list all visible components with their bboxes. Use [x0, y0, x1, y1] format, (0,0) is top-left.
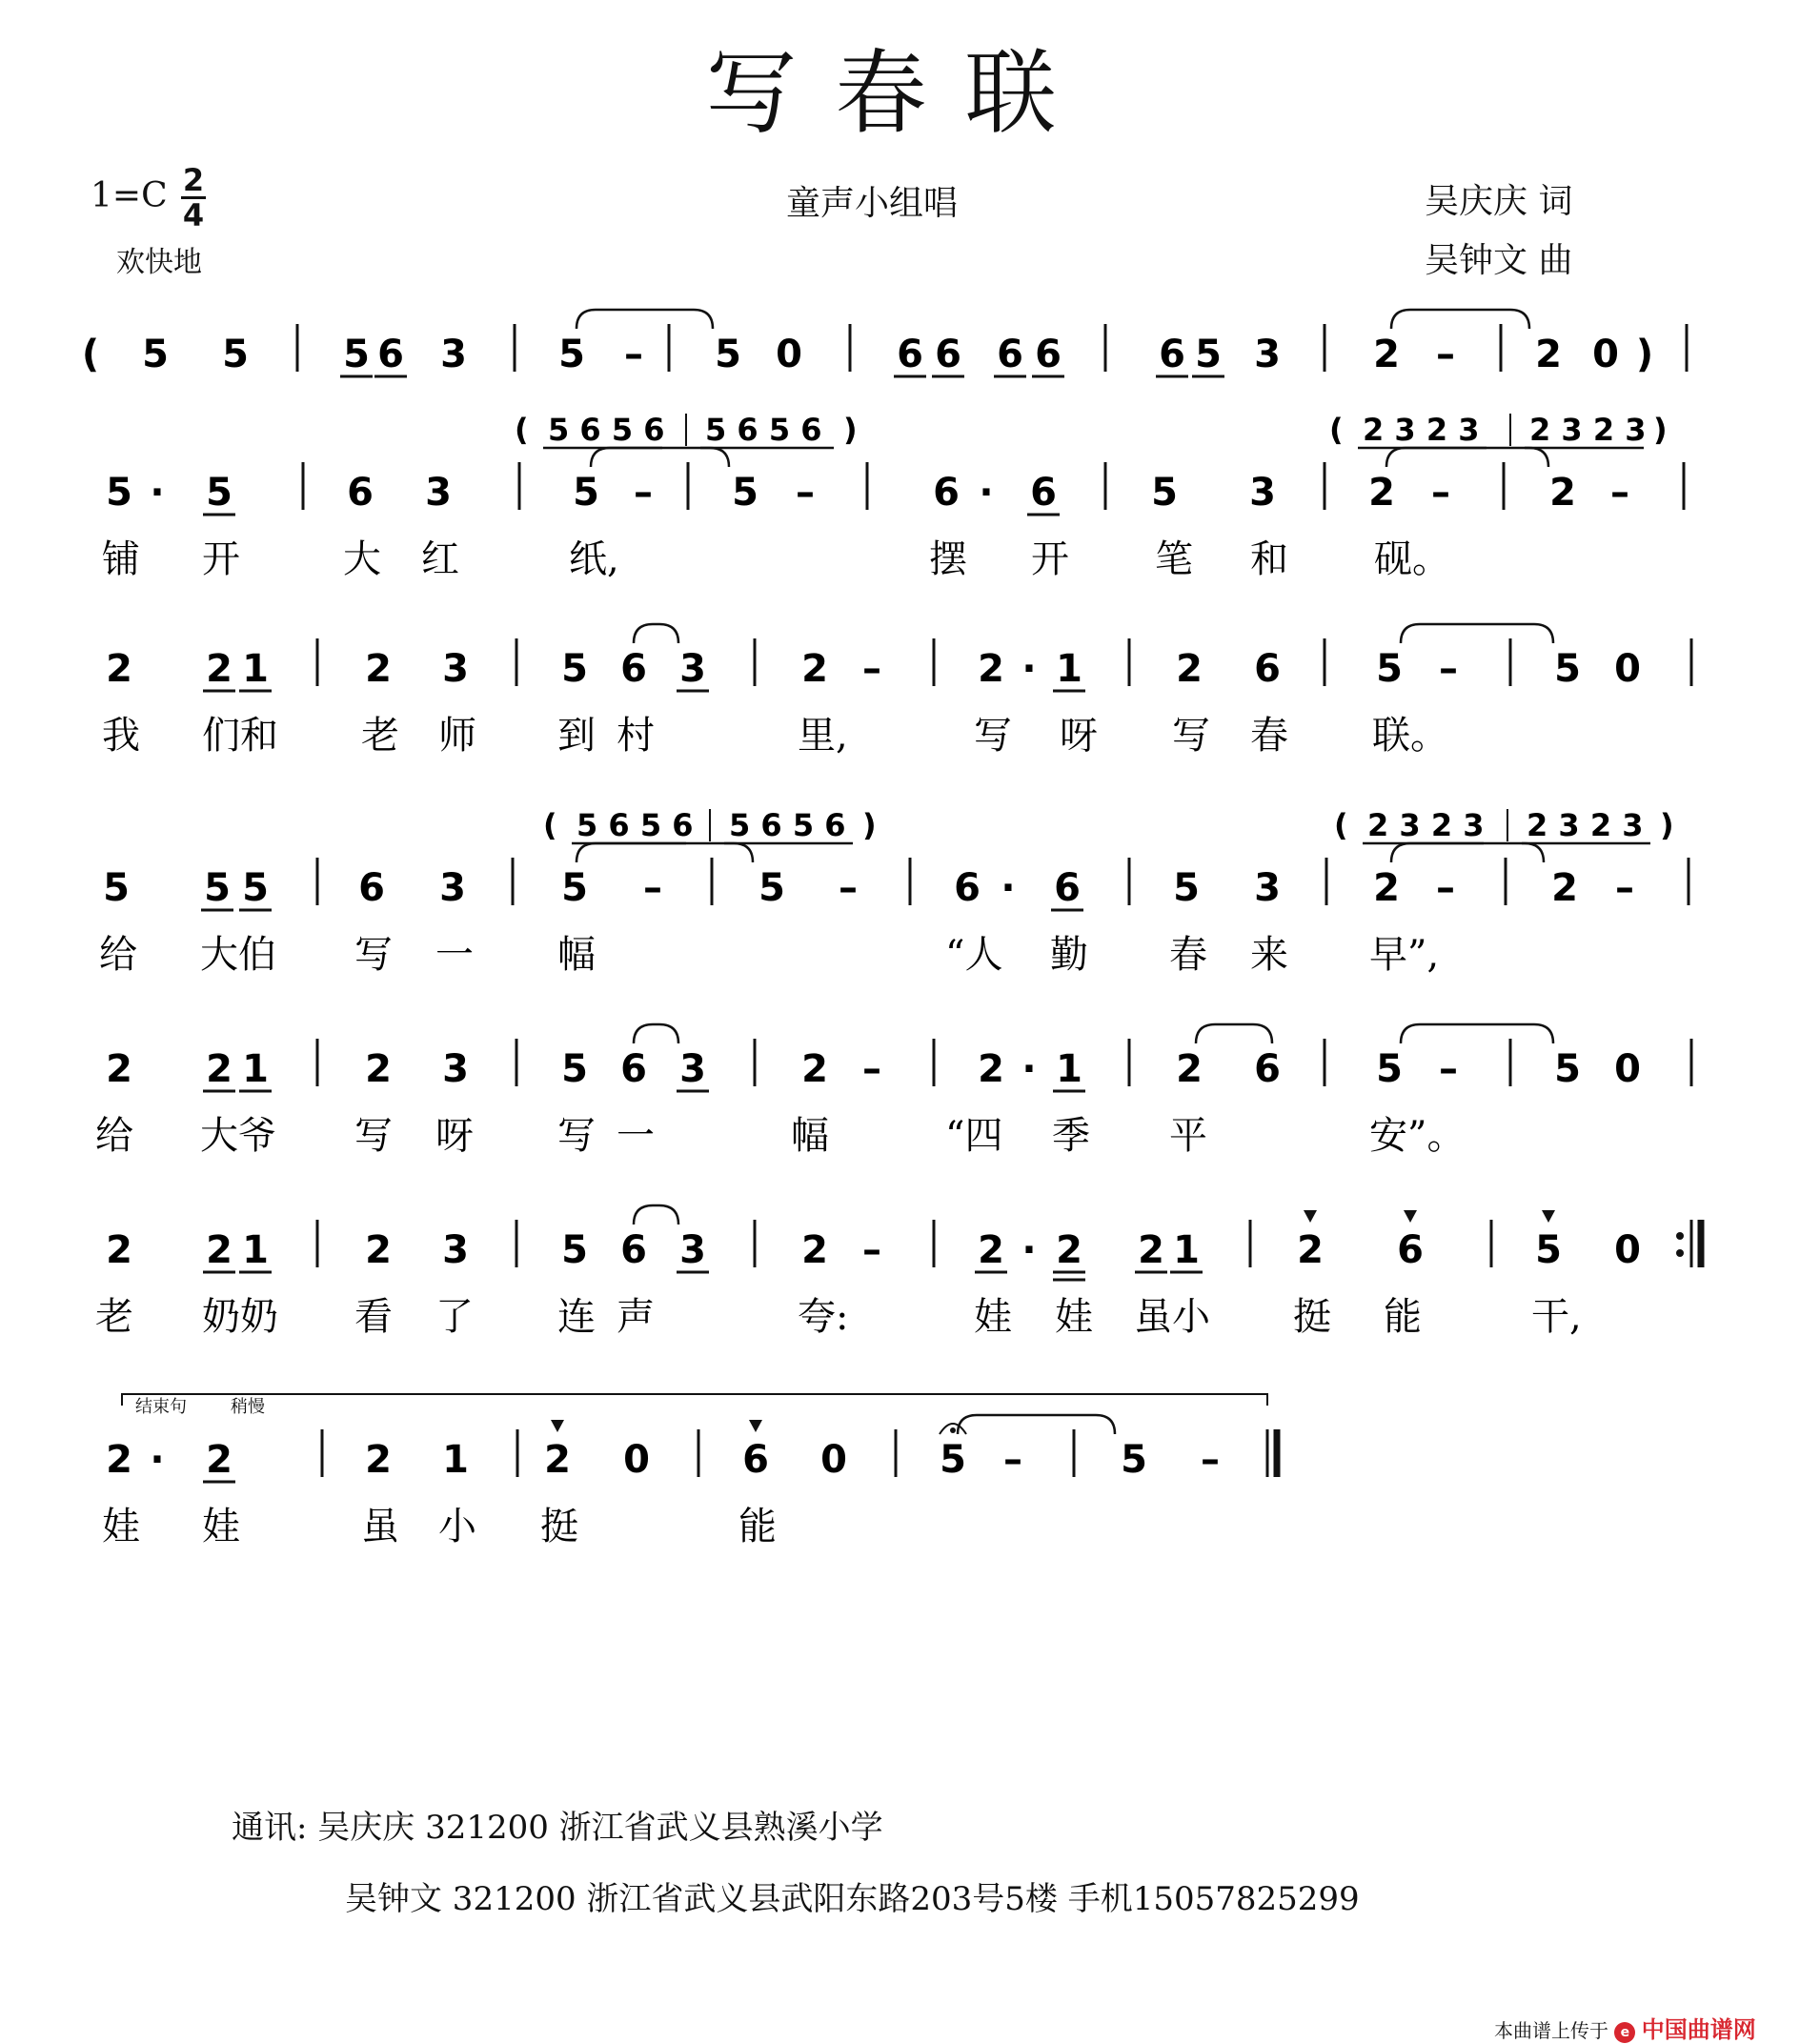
note: 2 — [1138, 1228, 1164, 1272]
accent-mark — [1304, 1210, 1317, 1223]
note: 1 — [1173, 1228, 1200, 1272]
accomp-open-paren: ( — [1329, 412, 1344, 448]
note: 6 — [620, 1228, 647, 1272]
lyric: 娃 — [102, 1505, 140, 1548]
footer-contact-2: 吴钟文 321200 浙江省武义县武阳东路203号5楼 手机15057825299 — [345, 1880, 1360, 1918]
note: 5 — [343, 333, 370, 376]
lyric: 一 — [617, 1114, 655, 1158]
lyric: 写 — [354, 933, 393, 977]
note: 2 — [1368, 471, 1395, 515]
note: · — [979, 471, 994, 515]
lyric: 奶奶 — [202, 1295, 278, 1339]
lyric: 们和 — [202, 714, 278, 758]
note: 2 — [1535, 333, 1562, 376]
lyric: 娃 — [202, 1505, 240, 1548]
ending-label: 结束句 — [135, 1397, 187, 1417]
tie-slur — [1196, 1024, 1272, 1043]
tie-slur — [1401, 624, 1553, 643]
accent-mark — [1404, 1210, 1417, 1223]
lyric: 挺 — [540, 1505, 578, 1548]
lyric: 铺 — [102, 537, 140, 581]
footer-contact-1: 通讯: 吴庆庆 321200 浙江省武义县熟溪小学 — [232, 1809, 883, 1847]
performance-type: 童声小组唱 — [786, 184, 959, 223]
note: 2 — [106, 647, 132, 691]
note: · — [1021, 1228, 1037, 1272]
accomp-close-paren: ) — [1653, 412, 1668, 448]
lyric: 大 — [343, 537, 381, 581]
note: 5 — [1554, 647, 1581, 691]
note: – — [862, 1228, 881, 1272]
lyric: 春 — [1169, 933, 1207, 977]
note: 1 — [442, 1438, 469, 1482]
lyric: 娃 — [974, 1295, 1012, 1339]
note: 5 — [561, 866, 588, 910]
lyric: 给 — [99, 933, 137, 977]
note: 6 — [897, 333, 923, 376]
note: – — [643, 866, 662, 910]
lyric: 连 — [557, 1295, 596, 1339]
lyric: 大爷 — [200, 1114, 276, 1158]
lyric: 了 — [435, 1295, 474, 1339]
lyric: 砚。 — [1374, 537, 1450, 581]
tie-slur — [634, 1205, 678, 1224]
note: 5 — [222, 333, 249, 376]
note: 2 — [365, 647, 392, 691]
lyric: 开 — [1031, 537, 1069, 581]
note: · — [1021, 647, 1037, 691]
repeat-dot — [1676, 1249, 1684, 1257]
lyric: 写 — [974, 714, 1012, 758]
song-title: 写春联 — [705, 40, 1095, 147]
note: 2 — [801, 647, 828, 691]
note: – — [1439, 647, 1458, 691]
note: 2 — [1297, 1228, 1324, 1272]
note: 5 — [1173, 866, 1200, 910]
accomp-open-paren: ( — [515, 412, 529, 448]
note: – — [1436, 333, 1455, 376]
watermark-prefix: 本曲谱上传于 — [1494, 2019, 1608, 2042]
time-denominator: 4 — [182, 197, 205, 233]
note: 3 — [439, 866, 466, 910]
tempo-marking: 欢快地 — [116, 246, 202, 279]
accomp-close-paren: ) — [862, 807, 877, 843]
note: 5 — [1376, 1047, 1403, 1091]
note: 5 — [1121, 1438, 1147, 1482]
lyric: 师 — [438, 714, 476, 758]
tie-slur — [1386, 448, 1548, 467]
note: 5 — [1554, 1047, 1581, 1091]
note: – — [624, 333, 643, 376]
accomp-figure: 2 3 2 3 — [1529, 412, 1647, 448]
note: 6 — [1159, 333, 1185, 376]
accent-mark — [749, 1420, 762, 1432]
lyric: “人 — [945, 933, 1003, 977]
lyric: 到 — [557, 714, 596, 758]
lyric: 里, — [798, 714, 848, 758]
lyric: 开 — [202, 537, 240, 581]
lyric: 早”, — [1369, 933, 1440, 977]
lyric: 写 — [354, 1114, 393, 1158]
note: 0 — [820, 1438, 847, 1482]
note: 3 — [679, 647, 706, 691]
note: · — [1001, 866, 1016, 910]
note: 5 — [732, 471, 758, 515]
lyric: 来 — [1250, 933, 1288, 977]
note: 6 — [742, 1438, 769, 1482]
note: 5 — [1535, 1228, 1562, 1272]
lyric: 大伯 — [200, 933, 276, 977]
note: 2 — [106, 1047, 132, 1091]
watermark-site: 中国曲谱网 — [1641, 2016, 1756, 2043]
lyric: 联。 — [1372, 714, 1448, 758]
accomp-figure: 2 3 2 3 — [1527, 807, 1644, 843]
note: 5 — [573, 471, 599, 515]
note: 2 — [206, 1438, 233, 1482]
note: 2 — [1373, 333, 1400, 376]
lyric: 呀 — [435, 1114, 474, 1158]
lyric: 给 — [95, 1114, 133, 1158]
fermata-dot — [950, 1427, 956, 1433]
accomp-open-paren: ( — [543, 807, 557, 843]
note: 5 — [558, 333, 585, 376]
accent-mark — [1542, 1210, 1555, 1223]
note: 2 — [206, 1047, 233, 1091]
note: – — [1003, 1438, 1022, 1482]
lyric: 虽小 — [1134, 1295, 1210, 1339]
lyric: 老 — [361, 714, 399, 758]
note: 2 — [365, 1228, 392, 1272]
watermark-logo-icon: e — [1614, 2022, 1635, 2043]
note: 5 — [940, 1438, 966, 1482]
key-signature: 1=C — [91, 176, 168, 215]
note: ( — [81, 333, 100, 376]
note: 6 — [620, 647, 647, 691]
accomp-figure: 5 6 5 6 — [729, 807, 846, 843]
note: – — [634, 471, 653, 515]
note: 3 — [679, 1047, 706, 1091]
note: 5 — [561, 1228, 588, 1272]
note: 2 — [1056, 1228, 1082, 1272]
note: · — [150, 471, 165, 515]
note: 6 — [1035, 333, 1062, 376]
lyric: 平 — [1169, 1114, 1207, 1158]
accomp-figure: 2 3 2 3 — [1363, 412, 1480, 448]
note: 5 — [242, 866, 269, 910]
watermark — [1494, 2011, 1756, 2044]
time-numerator: 2 — [182, 162, 205, 198]
lyric: 呀 — [1060, 714, 1098, 758]
note: – — [1436, 866, 1455, 910]
repeat-dot — [1676, 1232, 1684, 1240]
note: 6 — [933, 471, 960, 515]
tie-slur — [634, 624, 678, 643]
accomp-open-paren: ( — [1334, 807, 1348, 843]
note: 6 — [620, 1047, 647, 1091]
note: 6 — [1054, 866, 1081, 910]
note: 5 — [1151, 471, 1178, 515]
tie-slur — [576, 310, 713, 329]
note: 5 — [206, 471, 233, 515]
accomp-figure: 5 6 5 6 — [576, 807, 694, 843]
lyric: 和 — [1250, 537, 1288, 581]
note: 2 — [1176, 1047, 1203, 1091]
accomp-close-paren: ) — [1660, 807, 1674, 843]
note: 0 — [776, 333, 802, 376]
accomp-figure: 5 6 5 6 — [548, 412, 665, 448]
note: 5 — [715, 333, 741, 376]
note: 6 — [1030, 471, 1057, 515]
note: – — [1610, 471, 1629, 515]
lyric: 看 — [354, 1295, 393, 1339]
accent-mark — [551, 1420, 564, 1432]
note: – — [1615, 866, 1634, 910]
note: 1 — [1056, 647, 1082, 691]
note: 6 — [358, 866, 385, 910]
note: 5 — [103, 866, 130, 910]
note: 3 — [679, 1228, 706, 1272]
note: 6 — [935, 333, 961, 376]
lyric: 幅 — [557, 933, 596, 977]
note: 2 — [1549, 471, 1576, 515]
note: 2 — [365, 1438, 392, 1482]
note: 5 — [758, 866, 785, 910]
note: – — [839, 866, 858, 910]
lyric: 虽 — [361, 1505, 399, 1548]
tie-slur — [1391, 843, 1544, 862]
note: 2 — [1176, 647, 1203, 691]
accomp-figure: 5 6 5 6 — [705, 412, 822, 448]
note: 1 — [1056, 1047, 1082, 1091]
note: 2 — [106, 1228, 132, 1272]
note: 2 — [978, 647, 1004, 691]
lyric: 红 — [421, 537, 459, 581]
note: 2 — [106, 1438, 132, 1482]
ending-bracket — [122, 1394, 1267, 1406]
accomp-figure: 2 3 2 3 — [1367, 807, 1485, 843]
note: 3 — [442, 1047, 469, 1091]
note: ) — [1635, 333, 1654, 376]
lyric: 勤 — [1050, 933, 1088, 977]
lyric: 干, — [1531, 1295, 1582, 1339]
note: 3 — [442, 647, 469, 691]
note: 2 — [801, 1228, 828, 1272]
note: 0 — [623, 1438, 650, 1482]
tie-slur — [576, 843, 753, 862]
note: 5 — [204, 866, 231, 910]
lyricist-credit: 吴庆庆 词 — [1425, 182, 1573, 221]
lyric: 村 — [617, 714, 655, 758]
tie-slur — [1391, 310, 1529, 329]
note: 6 — [997, 333, 1023, 376]
lyric: 挺 — [1293, 1295, 1331, 1339]
composer-credit: 吴钟文 曲 — [1425, 241, 1573, 280]
note: 3 — [1249, 471, 1276, 515]
note: 0 — [1592, 333, 1619, 376]
lyric: 娃 — [1055, 1295, 1093, 1339]
tie-slur — [1401, 1024, 1553, 1043]
lyric: “四 — [945, 1114, 1003, 1158]
note: 6 — [1254, 647, 1281, 691]
note: – — [1431, 471, 1450, 515]
note: 3 — [440, 333, 467, 376]
note: 6 — [954, 866, 981, 910]
note: 1 — [242, 1228, 269, 1272]
lyric: 幅 — [791, 1114, 829, 1158]
note: 0 — [1614, 1047, 1641, 1091]
lyric: 季 — [1052, 1114, 1090, 1158]
lyric: 笔 — [1155, 537, 1193, 581]
lyric: 能 — [738, 1505, 777, 1548]
note: 3 — [425, 471, 452, 515]
lyric: 春 — [1250, 714, 1288, 758]
note: 5 — [106, 471, 132, 515]
note: 2 — [1551, 866, 1578, 910]
note: 1 — [242, 647, 269, 691]
note: 6 — [1397, 1228, 1424, 1272]
note: 2 — [801, 1047, 828, 1091]
note: 5 — [1376, 647, 1403, 691]
accomp-close-paren: ) — [843, 412, 858, 448]
lyric: 安”。 — [1369, 1114, 1466, 1158]
lyric: 摆 — [929, 537, 967, 581]
note: 6 — [1254, 1047, 1281, 1091]
note: 6 — [347, 471, 374, 515]
note: 2 — [978, 1047, 1004, 1091]
lyric: 写 — [557, 1114, 596, 1158]
note: – — [796, 471, 815, 515]
lyric: 写 — [1172, 714, 1210, 758]
note: 2 — [1373, 866, 1400, 910]
note: 3 — [1254, 333, 1281, 376]
note: 2 — [206, 1228, 233, 1272]
note: 0 — [1614, 647, 1641, 691]
ending-tempo: 稍慢 — [231, 1397, 265, 1417]
note: 1 — [242, 1047, 269, 1091]
note: – — [862, 1047, 881, 1091]
lyric: 夸: — [798, 1295, 849, 1339]
note: 2 — [978, 1228, 1004, 1272]
note: 5 — [561, 1047, 588, 1091]
note: 2 — [365, 1047, 392, 1091]
note: 2 — [206, 647, 233, 691]
note: 2 — [544, 1438, 571, 1482]
note: · — [1021, 1047, 1037, 1091]
lyric: 小 — [438, 1505, 476, 1548]
note: 5 — [1195, 333, 1222, 376]
lyric: 一 — [435, 933, 474, 977]
note: 3 — [1254, 866, 1281, 910]
note: 0 — [1614, 1228, 1641, 1272]
note: 6 — [377, 333, 404, 376]
tie-slur — [591, 448, 729, 467]
note: 5 — [561, 647, 588, 691]
note: – — [862, 647, 881, 691]
note: 5 — [142, 333, 169, 376]
note: – — [1201, 1438, 1220, 1482]
lyric: 能 — [1384, 1295, 1422, 1339]
lyric: 我 — [102, 714, 140, 758]
lyric: 老 — [95, 1295, 133, 1339]
note: – — [1439, 1047, 1458, 1091]
tie-slur — [634, 1024, 678, 1043]
lyric: 声 — [617, 1295, 655, 1339]
tie-slur — [958, 1415, 1115, 1434]
note: · — [150, 1438, 165, 1482]
lyric: 纸, — [569, 537, 619, 581]
note: 3 — [442, 1228, 469, 1272]
